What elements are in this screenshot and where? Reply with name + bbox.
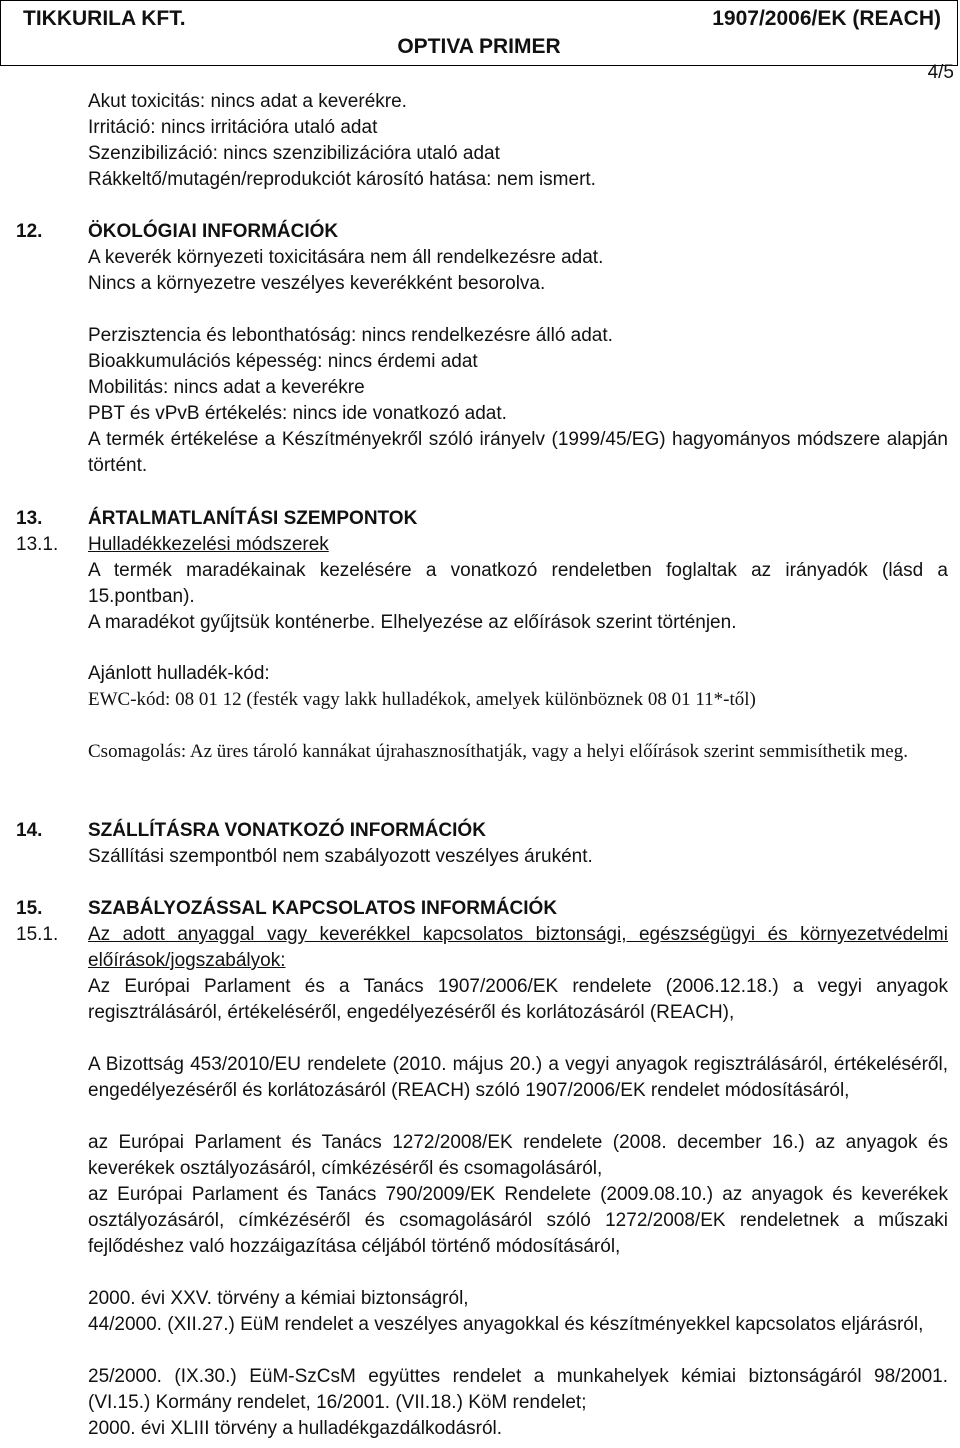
subsection-13-1-title: Hulladékkezelési módszerek [88,534,329,555]
cmr-line: Rákkeltő/mutagén/reprodukciót károsító hatása: nem ismert. [88,169,596,190]
container-line: A maradékot gyűjtsük konténerbe. Elhelyezése az előírások szerint történjen. [88,612,737,633]
subsection-15-1-number: 15.1. [16,924,59,945]
persistence-line: Perzisztencia és lebonthatóság: nincs rendelkezésre álló adat. [88,325,613,346]
section-13-title: ÁRTALMATLANÍTÁSI SZEMPONTOK [88,508,418,529]
ecotoxicity-line: A keverék környezeti toxicitására nem áll rendelkezésre adat. [88,247,604,268]
company-name: TIKKURILA KFT. [23,7,186,30]
packaging-paragraph: Csomagolás: Az üres tároló kannákat újrahasznosíthatják, vagy a helyi előírások szerint semmisíthetik meg. [88,741,908,762]
section-12-number: 12. [16,221,43,242]
transport-line: Szállítási szempontból nem szabályozott veszélyes áruként. [88,846,593,867]
pbt-line: PBT és vPvB értékelés: nincs ide vonatkozó adat. [88,403,507,424]
assessment-paragraph: A termék értékelése a Készítményekről szóló irányelv (1999/45/EG) hagyományos módszere alapján történt. [88,429,948,476]
regulation-reference: 1907/2006/EK (REACH) [712,7,941,30]
document-header [0,0,958,66]
classification-line: Nincs a környezetre veszélyes keverékként besorolva. [88,273,546,294]
section-12-title: ÖKOLÓGIAI INFORMÁCIÓK [88,221,339,242]
residue-paragraph: A termék maradékainak kezelésére a vonatkozó rendeletben foglaltak az irányadók (lásd a 15.pontban). [88,560,948,607]
section-14-title: SZÁLLÍTÁSRA VONATKOZÓ INFORMÁCIÓK [88,820,486,841]
chemical-safety-act-line: 2000. évi XXV. törvény a kémiai biztonságról, [88,1288,469,1309]
section-15-number: 15. [16,898,43,919]
section-13-number: 13. [16,508,43,529]
irritation-line: Irritáció: nincs irritációra utaló adat [88,117,378,138]
waste-code-label: Ajánlott hulladék-kód: [88,663,270,684]
acute-toxicity-line: Akut toxicitás: nincs adat a keverékre. [88,91,407,112]
mobility-line: Mobilitás: nincs adat a keverékre [88,377,365,398]
section-14-number: 14. [16,820,43,841]
sensitisation-line: Szenzibilizáció: nincs szenzibilizációra utaló adat [88,143,500,164]
clp-regulation-paragraph: az Európai Parlament és Tanács 1272/2008/EK rendelete (2008. december 16.) az anyagok és keverékek osztályozásáról, címkézéséről és csomagolásáról, [88,1132,948,1179]
eum-decree-paragraph: 44/2000. (XII.27.) EüM rendelet a veszélyes anyagokkal és készítményekkel kapcsolatos eljárásról, [88,1314,924,1335]
reach-regulation-paragraph: Az Európai Parlament és a Tanács 1907/2006/EK rendelete (2006.12.18.) a vegyi anyagok regisztrálásáról, értékeléséről, engedélyezéséről és korlátozásáról (REACH), [88,976,948,1023]
ewc-code-paragraph: EWC-kód: 08 01 12 (festék vagy lakk hulladékok, amelyek különböznek 08 01 11*-től) [88,689,756,710]
subsection-15-1-title: Az adott anyaggal vagy keverékkel kapcsolatos biztonsági, egészségügyi és környezetvédelmi előírások/jogszabályok: [88,924,948,971]
waste-act-line: 2000. évi XLIII törvény a hulladékgazdálkodásról. [88,1418,503,1439]
workplace-decree-paragraph: 25/2000. (IX.30.) EüM-SzCsM együttes rendelet a munkahelyek kémiai biztonságáról 98/2001. (VI.15.) Kormány rendelet, 16/2001. (VII.18.) KöM rendelet; [88,1366,948,1413]
bioaccumulation-line: Bioakkumulációs képesség: nincs érdemi adat [88,351,478,372]
page-number: 4/5 [927,62,954,83]
atp-regulation-paragraph: az Európai Parlament és Tanács 790/2009/EK Rendelete (2009.08.10.) az anyagok és keverékek osztályozásáról, címkézéséről és csomagolásáról szóló 1272/2008/EK rendeletnek a műszaki fejlődéshez való hozzáigazítása céljából történő módosításáról, [88,1184,948,1257]
subsection-13-1-number: 13.1. [16,534,59,555]
commission-regulation-paragraph: A Bizottság 453/2010/EU rendelete (2010. május 20.) a vegyi anyagok regisztrálásáról, értékeléséről, engedélyezéséről és korlátozásáról (REACH) szóló 1907/2006/EK rendelet módosításáról, [88,1054,948,1101]
product-name: OPTIVA PRIMER [397,35,561,58]
section-15-title: SZABÁLYOZÁSSAL KAPCSOLATOS INFORMÁCIÓK [88,898,558,919]
